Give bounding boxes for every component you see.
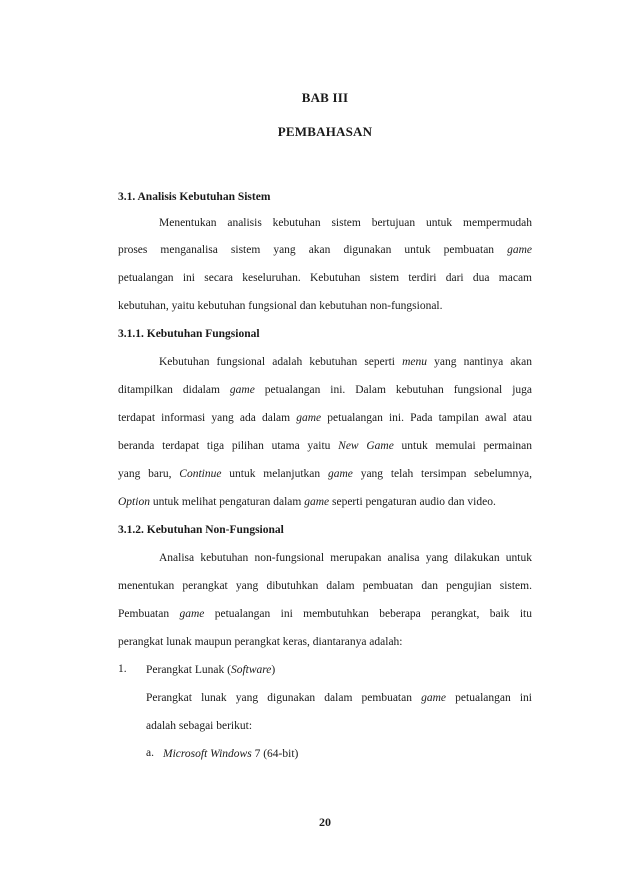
chapter-title: PEMBAHASAN [277, 124, 373, 139]
paragraph-line: proses menganalisa sistem yang akan digunakan untuk pembuatan game [118, 244, 532, 256]
page-number: 20 [319, 815, 331, 829]
paragraph-line: menentukan perangkat yang dibutuhkan dalam pembuatan dan pengujian sistem. [118, 580, 532, 592]
paragraph-line: ditampilkan didalam game petualangan ini. Dalam kebutuhan fungsional juga [118, 384, 532, 396]
paragraph-line: beranda terdapat tiga pilihan utama yaitu New Game untuk memulai permainan [118, 440, 533, 452]
paragraph-line: Menentukan analisis kebutuhan sistem bertujuan untuk mempermudah [159, 217, 532, 229]
paragraph-line: kebutuhan, yaitu kebutuhan fungsional dan kebutuhan non-fungsional. [118, 300, 443, 312]
paragraph-line: perangkat lunak maupun perangkat keras, diantaranya adalah: [118, 636, 403, 648]
sub-list-item: Microsoft Windows 7 (64-bit) [163, 748, 299, 760]
paragraph-line: Pembuatan game petualangan ini membutuhkan beberapa perangkat, baik itu [118, 608, 532, 620]
paragraph-line: yang baru, Continue untuk melanjutkan game yang telah tersimpan sebelumnya, [118, 468, 532, 480]
paragraph-line: Analisa kebutuhan non-fungsional merupakan analisa yang dilakukan untuk [159, 552, 532, 564]
paragraph-line: petualangan ini secara keseluruhan. Kebutuhan sistem terdiri dari dua macam [118, 272, 532, 284]
sub-list-letter: a. [146, 747, 154, 759]
paragraph-line: Kebutuhan fungsional adalah kebutuhan seperti menu yang nantinya akan [159, 356, 532, 368]
list-item-title: Perangkat Lunak (Software) [146, 664, 276, 676]
paragraph-line: terdapat informasi yang ada dalam game petualangan ini. Pada tampilan awal atau [118, 412, 532, 424]
section-heading-3-1-1: 3.1.1. Kebutuhan Fungsional [118, 328, 260, 340]
paragraph-line: Option untuk melihat pengaturan dalam game seperti pengaturan audio dan video. [118, 496, 496, 508]
section-heading-3-1-2: 3.1.2. Kebutuhan Non-Fungsional [118, 524, 284, 536]
paragraph-line: adalah sebagai berikut: [146, 720, 253, 732]
section-heading-3-1: 3.1. Analisis Kebutuhan Sistem [118, 191, 271, 203]
list-number: 1. [118, 663, 127, 675]
paragraph-line: Perangkat lunak yang digunakan dalam pembuatan game petualangan ini [146, 692, 533, 704]
chapter-number: BAB III [301, 90, 349, 105]
